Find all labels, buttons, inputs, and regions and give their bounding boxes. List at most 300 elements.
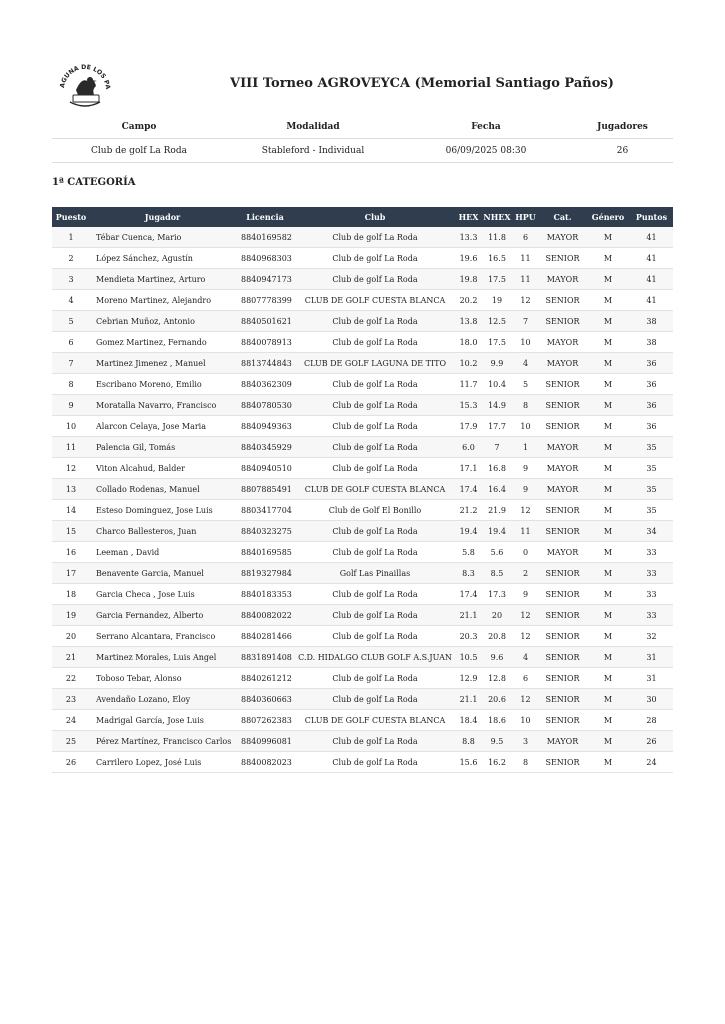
cell-puntos: 38 (630, 311, 673, 332)
cell-nhex: 19.4 (482, 521, 512, 542)
cell-cat: MAYOR (539, 542, 586, 563)
cell-jugador: Madrigal García, Jose Luis (90, 710, 235, 731)
table-row (52, 752, 673, 773)
table-row (52, 353, 673, 374)
cell-genero: M (586, 563, 630, 584)
cell-hex: 19.8 (455, 269, 482, 290)
cell-hex: 11.7 (455, 374, 482, 395)
cell-puesto: 17 (52, 563, 90, 584)
cell-jugador: Pérez Martínez, Francisco Carlos (90, 731, 235, 752)
cell-puntos: 35 (630, 458, 673, 479)
cell-hpu: 8 (512, 752, 539, 773)
col-jugador: Jugador (144, 212, 181, 222)
table-row (52, 542, 673, 563)
cell-nhex: 16.5 (482, 248, 512, 269)
cell-jugador: Carrilero Lopez, José Luis (90, 752, 235, 773)
cell-jugador: Garcia Checa , Jose Luis (90, 584, 235, 605)
table-row (52, 290, 673, 311)
cell-jugador: Avendaño Lozano, Eloy (90, 689, 235, 710)
cell-licencia: 8840281466 (235, 626, 295, 647)
cell-cat: SENIOR (539, 416, 586, 437)
cell-cat: MAYOR (539, 332, 586, 353)
cell-hpu: 12 (512, 500, 539, 521)
table-row (52, 605, 673, 626)
cell-nhex: 17.5 (482, 269, 512, 290)
cell-hex: 20.2 (455, 290, 482, 311)
table-row (52, 395, 673, 416)
cell-cat: SENIOR (539, 500, 586, 521)
cell-jugador: López Sánchez, Agustín (90, 248, 235, 269)
table-row (52, 332, 673, 353)
cell-puntos: 24 (630, 752, 673, 773)
cell-hpu: 12 (512, 626, 539, 647)
cell-puesto: 3 (52, 269, 90, 290)
cell-licencia: 8840780530 (235, 395, 295, 416)
cell-puesto: 19 (52, 605, 90, 626)
cell-hex: 19.6 (455, 248, 482, 269)
tournament-info-table (52, 116, 673, 163)
table-row (52, 437, 673, 458)
cell-jugador: Alarcon Celaya, Jose Maria (90, 416, 235, 437)
cell-hex: 17.4 (455, 584, 482, 605)
cell-club: Club de golf La Roda (295, 605, 455, 626)
cell-genero: M (586, 311, 630, 332)
cell-puntos: 31 (630, 647, 673, 668)
results-table (52, 207, 673, 773)
cell-licencia: 8840968303 (235, 248, 295, 269)
table-row (52, 269, 673, 290)
cell-puntos: 34 (630, 521, 673, 542)
cell-nhex: 18.6 (482, 710, 512, 731)
cell-hpu: 4 (512, 353, 539, 374)
cell-nhex: 8.5 (482, 563, 512, 584)
cell-cat: MAYOR (539, 437, 586, 458)
cell-hex: 15.6 (455, 752, 482, 773)
cell-hpu: 12 (512, 605, 539, 626)
cell-puesto: 8 (52, 374, 90, 395)
cell-hex: 8.3 (455, 563, 482, 584)
cell-puesto: 22 (52, 668, 90, 689)
cell-jugador: Martinez Jimenez , Manuel (90, 353, 235, 374)
cell-puntos: 28 (630, 710, 673, 731)
info-value-row (52, 139, 673, 163)
cell-licencia: 8840949363 (235, 416, 295, 437)
cell-licencia: 8840169585 (235, 542, 295, 563)
cell-puesto: 11 (52, 437, 90, 458)
cell-jugador: Benavente Garcia, Manuel (90, 563, 235, 584)
cell-jugador: Toboso Tebar, Alonso (90, 668, 235, 689)
cell-jugador: Gomez Martinez, Fernando (90, 332, 235, 353)
cell-club: Club de golf La Roda (295, 752, 455, 773)
cell-genero: M (586, 395, 630, 416)
cell-genero: M (586, 479, 630, 500)
cell-puntos: 41 (630, 290, 673, 311)
cell-puesto: 6 (52, 332, 90, 353)
cell-licencia: 8813744843 (235, 353, 295, 374)
cell-cat: SENIOR (539, 311, 586, 332)
cell-puntos: 33 (630, 584, 673, 605)
cell-puntos: 35 (630, 437, 673, 458)
info-fecha: 06/09/2025 08:30 (400, 139, 572, 163)
cell-genero: M (586, 248, 630, 269)
cell-hpu: 9 (512, 458, 539, 479)
cell-hpu: 11 (512, 248, 539, 269)
cell-cat: MAYOR (539, 731, 586, 752)
cell-club: Club de golf La Roda (295, 668, 455, 689)
cell-club: Club de golf La Roda (295, 731, 455, 752)
cell-hex: 18.4 (455, 710, 482, 731)
cell-hpu: 10 (512, 710, 539, 731)
cell-club: Club de golf La Roda (295, 542, 455, 563)
cell-puntos: 31 (630, 668, 673, 689)
info-header-row (52, 116, 673, 139)
cell-hpu: 9 (512, 584, 539, 605)
cell-genero: M (586, 710, 630, 731)
cell-puntos: 36 (630, 353, 673, 374)
cell-puntos: 41 (630, 248, 673, 269)
cell-cat: MAYOR (539, 353, 586, 374)
cell-genero: M (586, 626, 630, 647)
cell-puntos: 41 (630, 269, 673, 290)
cell-jugador: Tébar Cuenca, Mario (90, 227, 235, 248)
cell-club: Club de golf La Roda (295, 332, 455, 353)
cell-club: Club de golf La Roda (295, 626, 455, 647)
cell-puesto: 23 (52, 689, 90, 710)
cell-jugador: Palencia Gil, Tomás (90, 437, 235, 458)
cell-club: CLUB DE GOLF CUESTA BLANCA (295, 290, 455, 311)
cell-club: Club de golf La Roda (295, 458, 455, 479)
cell-genero: M (586, 500, 630, 521)
cell-puesto: 9 (52, 395, 90, 416)
cell-hpu: 0 (512, 542, 539, 563)
cell-hex: 20.3 (455, 626, 482, 647)
cell-jugador: Moreno Martinez, Alejandro (90, 290, 235, 311)
cell-puntos: 41 (630, 227, 673, 248)
col-licencia: Licencia (246, 212, 284, 222)
cell-nhex: 7 (482, 437, 512, 458)
cell-hpu: 8 (512, 395, 539, 416)
cell-club: Club de golf La Roda (295, 584, 455, 605)
cell-hpu: 7 (512, 311, 539, 332)
cell-genero: M (586, 668, 630, 689)
cell-hpu: 5 (512, 374, 539, 395)
cell-puesto: 26 (52, 752, 90, 773)
cell-nhex: 17.5 (482, 332, 512, 353)
cell-genero: M (586, 731, 630, 752)
table-row (52, 458, 673, 479)
cell-cat: MAYOR (539, 269, 586, 290)
cell-puesto: 21 (52, 647, 90, 668)
cell-licencia: 8840996081 (235, 731, 295, 752)
cell-jugador: Escribano Moreno, Emilio (90, 374, 235, 395)
cell-jugador: Cebrian Muñoz, Antonio (90, 311, 235, 332)
cell-cat: SENIOR (539, 647, 586, 668)
cell-hex: 17.1 (455, 458, 482, 479)
info-header-jugadores: Jugadores (597, 122, 648, 132)
cell-nhex: 17.3 (482, 584, 512, 605)
cell-club: Club de golf La Roda (295, 227, 455, 248)
cell-jugador: Charco Ballesteros, Juan (90, 521, 235, 542)
table-row (52, 374, 673, 395)
cell-cat: MAYOR (539, 458, 586, 479)
cell-genero: M (586, 542, 630, 563)
col-hpu: HPU (515, 212, 536, 222)
cell-hex: 10.2 (455, 353, 482, 374)
cell-genero: M (586, 374, 630, 395)
cell-nhex: 14.9 (482, 395, 512, 416)
cell-jugador: Collado Rodenas, Manuel (90, 479, 235, 500)
cell-cat: SENIOR (539, 689, 586, 710)
cell-jugador: Moratalla Navarro, Francisco (90, 395, 235, 416)
col-club: Club (364, 212, 386, 222)
cell-genero: M (586, 353, 630, 374)
cell-genero: M (586, 752, 630, 773)
cell-hex: 6.0 (455, 437, 482, 458)
cell-cat: MAYOR (539, 479, 586, 500)
cell-hex: 17.4 (455, 479, 482, 500)
cell-cat: SENIOR (539, 710, 586, 731)
cell-nhex: 17.7 (482, 416, 512, 437)
cell-cat: SENIOR (539, 584, 586, 605)
cell-nhex: 20.6 (482, 689, 512, 710)
cell-licencia: 8807778399 (235, 290, 295, 311)
cell-licencia: 8840323275 (235, 521, 295, 542)
cell-club: CLUB DE GOLF CUESTA BLANCA (295, 710, 455, 731)
col-cat: Cat. (553, 212, 572, 222)
cell-hex: 21.2 (455, 500, 482, 521)
cell-licencia: 8840082022 (235, 605, 295, 626)
cell-cat: SENIOR (539, 626, 586, 647)
results-body (52, 227, 673, 773)
cell-puesto: 25 (52, 731, 90, 752)
results-header-row (52, 207, 673, 227)
cell-cat: SENIOR (539, 752, 586, 773)
cell-club: Club de Golf El Bonillo (295, 500, 455, 521)
table-row (52, 563, 673, 584)
cell-cat: SENIOR (539, 605, 586, 626)
cell-puntos: 35 (630, 500, 673, 521)
club-logo (56, 56, 114, 114)
cell-genero: M (586, 290, 630, 311)
cell-genero: M (586, 521, 630, 542)
cell-nhex: 21.9 (482, 500, 512, 521)
cell-genero: M (586, 458, 630, 479)
cell-nhex: 9.6 (482, 647, 512, 668)
cell-cat: SENIOR (539, 521, 586, 542)
col-hex: HEX (458, 212, 479, 222)
cell-puesto: 13 (52, 479, 90, 500)
cell-hpu: 10 (512, 416, 539, 437)
cell-club: C.D. HIDALGO CLUB GOLF A.S.JUAN (295, 647, 455, 668)
cell-hex: 13.8 (455, 311, 482, 332)
cell-hex: 18.0 (455, 332, 482, 353)
cell-puesto: 5 (52, 311, 90, 332)
cell-puntos: 36 (630, 416, 673, 437)
cell-club: Club de golf La Roda (295, 689, 455, 710)
cell-hex: 8.8 (455, 731, 482, 752)
info-campo: Club de golf La Roda (52, 139, 226, 163)
cell-club: Club de golf La Roda (295, 521, 455, 542)
cell-puesto: 7 (52, 353, 90, 374)
cell-hex: 10.5 (455, 647, 482, 668)
cell-puntos: 35 (630, 479, 673, 500)
cell-puesto: 14 (52, 500, 90, 521)
cell-puntos: 26 (630, 731, 673, 752)
table-row (52, 647, 673, 668)
cell-jugador: Leeman , David (90, 542, 235, 563)
cell-jugador: Serrano Alcantara, Francisco (90, 626, 235, 647)
cell-hex: 13.3 (455, 227, 482, 248)
table-row (52, 626, 673, 647)
info-modalidad: Stableford - Individual (226, 139, 400, 163)
cell-genero: M (586, 227, 630, 248)
cell-genero: M (586, 332, 630, 353)
cell-club: Club de golf La Roda (295, 248, 455, 269)
cell-nhex: 20.8 (482, 626, 512, 647)
cell-nhex: 9.9 (482, 353, 512, 374)
table-row (52, 710, 673, 731)
cell-hex: 17.9 (455, 416, 482, 437)
cell-licencia: 8840183353 (235, 584, 295, 605)
cell-nhex: 19 (482, 290, 512, 311)
table-row (52, 731, 673, 752)
cell-puesto: 1 (52, 227, 90, 248)
col-puesto: Puesto (55, 212, 87, 222)
table-row (52, 416, 673, 437)
cell-cat: SENIOR (539, 563, 586, 584)
cell-hpu: 3 (512, 731, 539, 752)
cell-jugador: Esteso Dominguez, Jose Luis (90, 500, 235, 521)
cell-nhex: 20 (482, 605, 512, 626)
table-row (52, 500, 673, 521)
cell-hpu: 1 (512, 437, 539, 458)
cell-genero: M (586, 584, 630, 605)
cell-hex: 21.1 (455, 605, 482, 626)
cell-licencia: 8807885491 (235, 479, 295, 500)
cell-puesto: 20 (52, 626, 90, 647)
table-row (52, 668, 673, 689)
cell-club: Club de golf La Roda (295, 311, 455, 332)
info-header-fecha: Fecha (471, 122, 501, 132)
cell-puesto: 2 (52, 248, 90, 269)
cell-club: Club de golf La Roda (295, 374, 455, 395)
table-row (52, 521, 673, 542)
cell-licencia: 8840501621 (235, 311, 295, 332)
cell-licencia: 8840261212 (235, 668, 295, 689)
category-title: 1ª CATEGORÍA (52, 177, 136, 188)
cell-puesto: 12 (52, 458, 90, 479)
cell-cat: SENIOR (539, 668, 586, 689)
cell-cat: MAYOR (539, 227, 586, 248)
cell-genero: M (586, 416, 630, 437)
cell-licencia: 8840362309 (235, 374, 295, 395)
cell-hpu: 11 (512, 521, 539, 542)
table-row (52, 584, 673, 605)
cell-cat: SENIOR (539, 395, 586, 416)
cell-puntos: 32 (630, 626, 673, 647)
cell-puesto: 24 (52, 710, 90, 731)
cell-licencia: 8803417704 (235, 500, 295, 521)
cell-licencia: 8840169582 (235, 227, 295, 248)
cell-club: Club de golf La Roda (295, 437, 455, 458)
cell-jugador: Martinez Morales, Luis Angel (90, 647, 235, 668)
cell-puesto: 16 (52, 542, 90, 563)
cell-licencia: 8840082023 (235, 752, 295, 773)
cell-genero: M (586, 437, 630, 458)
cell-hpu: 6 (512, 668, 539, 689)
cell-puntos: 33 (630, 563, 673, 584)
cell-puesto: 4 (52, 290, 90, 311)
cell-nhex: 12.5 (482, 311, 512, 332)
col-puntos: Puntos (635, 212, 668, 222)
table-row (52, 689, 673, 710)
table-row (52, 479, 673, 500)
cell-hpu: 10 (512, 332, 539, 353)
cell-hex: 21.1 (455, 689, 482, 710)
cell-nhex: 16.4 (482, 479, 512, 500)
cell-nhex: 9.5 (482, 731, 512, 752)
info-header-campo: Campo (121, 122, 157, 132)
cell-puntos: 30 (630, 689, 673, 710)
cell-hpu: 12 (512, 689, 539, 710)
cell-genero: M (586, 269, 630, 290)
cell-nhex: 11.8 (482, 227, 512, 248)
cell-nhex: 12.8 (482, 668, 512, 689)
cell-licencia: 8840940510 (235, 458, 295, 479)
info-header-modalidad: Modalidad (286, 122, 340, 132)
table-row (52, 311, 673, 332)
cell-jugador: Garcia Fernandez, Alberto (90, 605, 235, 626)
logo-text: AGUNA DE LOS PA (59, 63, 112, 90)
cell-nhex: 5.6 (482, 542, 512, 563)
cell-puntos: 33 (630, 605, 673, 626)
cell-puntos: 33 (630, 542, 673, 563)
page-title: VIII Torneo AGROVEYCA (Memorial Santiago Paños) (230, 76, 614, 91)
cell-club: CLUB DE GOLF CUESTA BLANCA (295, 479, 455, 500)
cell-hex: 19.4 (455, 521, 482, 542)
cell-hpu: 12 (512, 290, 539, 311)
cell-hpu: 2 (512, 563, 539, 584)
cell-hpu: 4 (512, 647, 539, 668)
cell-hex: 5.8 (455, 542, 482, 563)
cell-nhex: 10.4 (482, 374, 512, 395)
col-genero: Género (591, 212, 625, 222)
cell-puntos: 36 (630, 395, 673, 416)
cell-genero: M (586, 605, 630, 626)
cell-puesto: 10 (52, 416, 90, 437)
col-nhex: NHEX (483, 212, 511, 222)
cell-nhex: 16.2 (482, 752, 512, 773)
cell-club: Club de golf La Roda (295, 416, 455, 437)
cell-licencia: 8840360663 (235, 689, 295, 710)
cell-club: Golf Las Pinaillas (295, 563, 455, 584)
cell-puesto: 15 (52, 521, 90, 542)
cell-jugador: Mendieta Martinez, Arturo (90, 269, 235, 290)
cell-puntos: 36 (630, 374, 673, 395)
cell-hpu: 9 (512, 479, 539, 500)
cell-hex: 15.3 (455, 395, 482, 416)
cell-club: Club de golf La Roda (295, 269, 455, 290)
cell-hpu: 11 (512, 269, 539, 290)
cell-cat: SENIOR (539, 248, 586, 269)
cell-cat: SENIOR (539, 374, 586, 395)
cell-licencia: 8807262383 (235, 710, 295, 731)
cell-hex: 12.9 (455, 668, 482, 689)
info-jugadores: 26 (572, 139, 673, 163)
cell-licencia: 8840345929 (235, 437, 295, 458)
cell-licencia: 8840078913 (235, 332, 295, 353)
cell-puntos: 38 (630, 332, 673, 353)
